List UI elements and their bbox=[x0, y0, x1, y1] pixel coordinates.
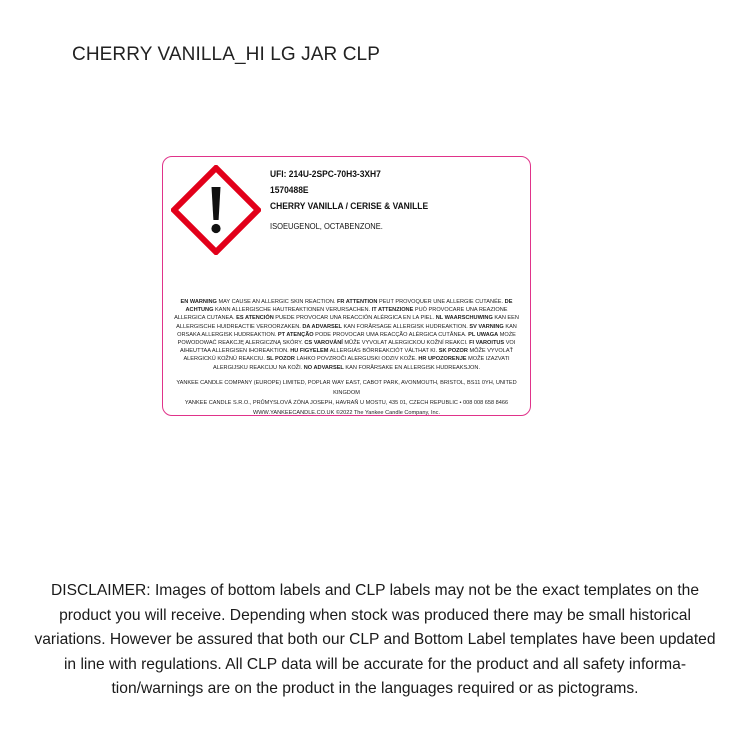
disclaimer-line: variations. However be assured that both our CLP and Bottom Label templates have been updated bbox=[34, 631, 716, 649]
disclaimer bbox=[0, 579, 750, 702]
warning-text-hr: MOŽE IZAZVATI ALERGIJSKU REAKCIJU NA KOŽI. bbox=[212, 356, 510, 371]
warning-tag-fr: FR ATTENTION bbox=[337, 299, 378, 305]
disclaimer-line: tion/warnings are on the product in the languages required or as pictograms. bbox=[111, 680, 639, 698]
warning-text-sl: LAHKO POVZROČI ALERGIJSKI ODZIV KOŽE. bbox=[294, 356, 419, 363]
warning-tag-no: NO ADVARSEL bbox=[303, 364, 344, 371]
warning-text-it: PUÒ PROVOCARE UNA REAZIONE ALLERGICA CUTANEA. bbox=[174, 307, 508, 322]
label-header bbox=[270, 166, 520, 235]
clp-label bbox=[162, 156, 531, 416]
page-title: CHERRY VANILLA_HI LG JAR CLP bbox=[72, 44, 380, 65]
warning-text-pt: PODE PROVOCAR UMA REACÇÃO ALÉRGICA CUTÂNEA. bbox=[313, 331, 469, 338]
warning-text-da: KAN FORÅRSAGE ALLERGISK HUDREAKTION. bbox=[341, 323, 470, 330]
warning-text-hu: ALLERGIÁS BŐRREAKCIÓT VÁLTHAT KI. bbox=[328, 348, 439, 355]
warning-text-en: MAY CAUSE AN ALLERGIC SKIN REACTION. bbox=[216, 299, 337, 305]
manufacturer-address bbox=[171, 378, 522, 418]
warning-text-sk: MÔŽE VYVOLAŤ ALERGICKÚ KOŽNÚ REAKCIU. bbox=[183, 348, 514, 363]
ufi-code: UFI: 214U-2SPC-70H3-3XH7 bbox=[270, 169, 381, 179]
warning-text-pl: MOŻE POWODOWAĆ REAKCJĘ ALERGICZNĄ SKÓRY. bbox=[177, 331, 516, 347]
hazard-warnings bbox=[171, 298, 522, 372]
warning-tag-en: EN WARNING bbox=[180, 299, 217, 305]
warning-text-cs: MŮŽE VYVOLAT ALERGICKOU KOŽNÍ REAKCI. bbox=[342, 340, 470, 347]
warning-text-no: KAN FORÅRSAKE EN ALLERGISK HUDREAKSJON. bbox=[343, 364, 480, 371]
warning-tag-es: ES ATENCIÓN bbox=[236, 315, 274, 322]
warning-text-de: KANN ALLERGISCHE HAUTREAKTIONEN VERURSACHEN. bbox=[213, 307, 372, 314]
warning-tag-pl: PL UWAGA bbox=[468, 331, 499, 338]
warning-tag-hr: HR UPOZORENJE bbox=[418, 356, 467, 363]
warning-tag-pt: PT ATENÇÃO bbox=[277, 331, 314, 338]
warning-text-fr: PEUT PROVOQUER UNE ALLERGIE CUTANÉE. bbox=[377, 299, 505, 305]
disclaimer-line: product you will receive. Depending when stock was produced there may be small historical bbox=[59, 606, 691, 624]
warning-text-sv: KAN ORSAKA ALLERGISK HUDREAKTION. bbox=[177, 323, 517, 338]
warning-tag-fi: FI VAROITUS bbox=[469, 340, 505, 347]
warning-tag-hu: HU FIGYELEM bbox=[290, 348, 329, 355]
product-code: 1570488E bbox=[270, 185, 309, 195]
warning-text-es: PUEDE PROVOCAR UNA REACCIÓN ALÉRGICA EN LA PIEL. bbox=[273, 315, 436, 322]
address-line-uk: YANKEE CANDLE COMPANY (EUROPE) LIMITED, POPLAR WAY EAST, CABOT PARK, AVONMOUTH, BRISTOL, BS11 0YH, UNITED KINGDOM bbox=[176, 380, 517, 396]
warning-tag-de: DE ACHTUNG bbox=[185, 299, 513, 314]
warning-tag-nl: NL WAARSCHUWING bbox=[435, 315, 493, 322]
warning-tag-cs: CS VAROVÁNÍ bbox=[304, 340, 343, 347]
address-line-cz: YANKEE CANDLE S.R.O., PRŮMYSLOVÁ ZÓNA JOSEPH, HAVRAŇ U MOSTU, 435 01, CZECH REPUBLIC • 008 008 658 8466 bbox=[184, 400, 509, 406]
ingredients: ISOEUGENOL, OCTABENZONE. bbox=[270, 222, 383, 231]
warning-tag-sk: SK POZOR bbox=[438, 348, 468, 355]
warning-tag-sl: SL POZOR bbox=[266, 356, 295, 363]
product-name: CHERRY VANILLA / CERISE & VANILLE bbox=[270, 201, 429, 211]
website-copyright: WWW.YANKEECANDLE.CO.UK ©2022 The Yankee Candle Company, Inc. bbox=[252, 410, 441, 416]
exclamation-mark-hazard-icon bbox=[171, 165, 261, 255]
warning-tag-da: DA ADVARSEL bbox=[302, 323, 342, 330]
warning-text-fi: VOI AIHEUTTAA ALLERGISEN IHOREAKTION. bbox=[179, 340, 516, 355]
disclaimer-line: DISCLAIMER: Images of bottom labels and CLP labels may not be the exact templates on the bbox=[50, 582, 700, 599]
warning-text-nl: KAN EEN ALLERGISCHE HUIDREACTIE VEROORZAKEN. bbox=[176, 315, 519, 330]
disclaimer-line: in line with regulations. All CLP data will be accurate for the product and all safety informa- bbox=[63, 655, 687, 673]
warning-tag-sv: SV VARNING bbox=[469, 323, 504, 330]
warning-tag-it: IT ATTENZIONE bbox=[371, 307, 414, 314]
